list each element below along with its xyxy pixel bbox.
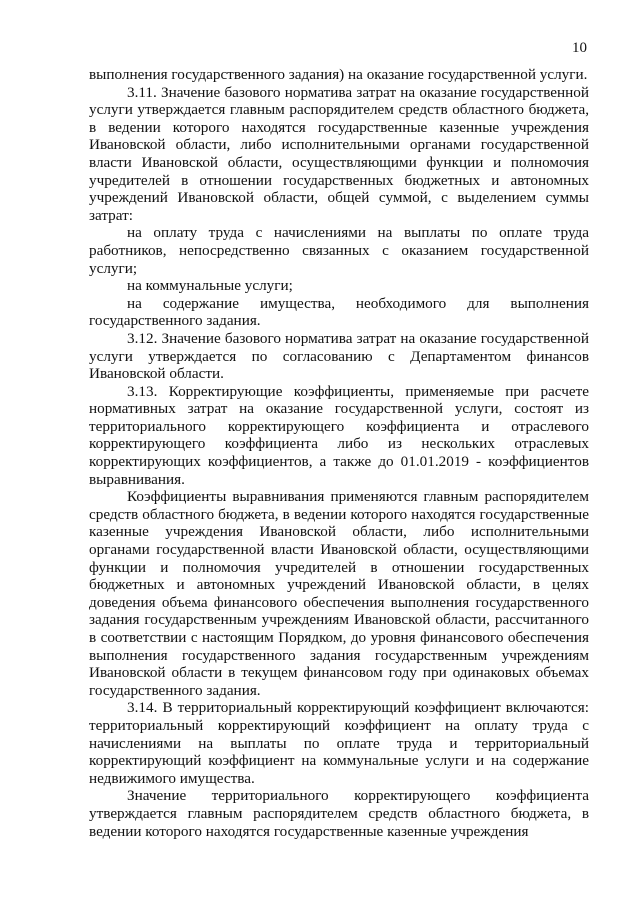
paragraph-3-14: 3.14. В территориальный корректирующий коэффициент включаются: территориальный корректирующий коэффициент на оплату труда с начислениями на выплаты по оплате труда и территориальный корректирующий коэффициент на коммунальные услуги и на содержание недвижимого имущества. [89,699,589,787]
page-number: 10 [572,40,587,56]
paragraph-utilities: на коммунальные услуги; [127,277,293,295]
paragraph-property-maintenance: на содержание имущества, необходимого для выполнения государственного задания. [89,294,589,330]
document-body [89,66,589,840]
paragraph-equalization-coefficients: Коэффициенты выравнивания применяются главным распорядителем средств областного бюджета, в ведении которого находятся государственные казенные учреждения Ивановской области, либо исполнительными органами государственной власти Ивановской области, осуществляющими функции и полномочия учредителей в отношении государственных бюджетных и автономных учреждений Ивановской области, в целях доведения объема финансового обеспечения выполнения государственного задания государственным учреждениям Ивановской области, рассчитанного в соответствии с настоящим Порядком, до уровня финансового обеспечения выполнения государственного задания государственным учреждениям Ивановской области в текущем финансовом году при одинаковых объемах государственного задания. [89,488,589,699]
paragraph-continuation: выполнения государственного задания) на оказание государственной услуги. [89,66,588,83]
paragraph-territorial-coefficient: Значение территориального корректирующего коэффициента утверждается главным распорядителем средств областного бюджета, в ведении которого находятся государственные казенные учреждения [89,787,589,840]
paragraph-3-11: 3.11. Значение базового норматива затрат на оказание государственной услуги утверждается главным распорядителем средств областного бюджета, в ведении которого находятся государственные казенные учреждения Ивановской области, либо исполнительными органами государственной власти Ивановской области, осуществляющими функции и полномочия учредителей в отношении государственных бюджетных и автономных учреждений Ивановской области, общей суммой, с выделением суммы затрат: [89,83,589,224]
paragraph-3-13: 3.13. Корректирующие коэффициенты, применяемые при расчете нормативных затрат на оказание государственной услуги, состоят из территориального корректирующего коэффициента и отраслевого корректирующего коэффициента либо из нескольких отраслевых корректирующих коэффициентов, а также до 01.01.2019 - коэффициентов выравнивания. [89,382,589,488]
paragraph-3-12: 3.12. Значение базового норматива затрат на оказание государственной услуги утверждается по согласованию с Департаментом финансов Ивановской области. [89,329,589,383]
paragraph-labor-costs: на оплату труда с начислениями на выплаты по оплате труда работников, непосредственно связанных с оказанием государственной услуги; [89,224,589,277]
